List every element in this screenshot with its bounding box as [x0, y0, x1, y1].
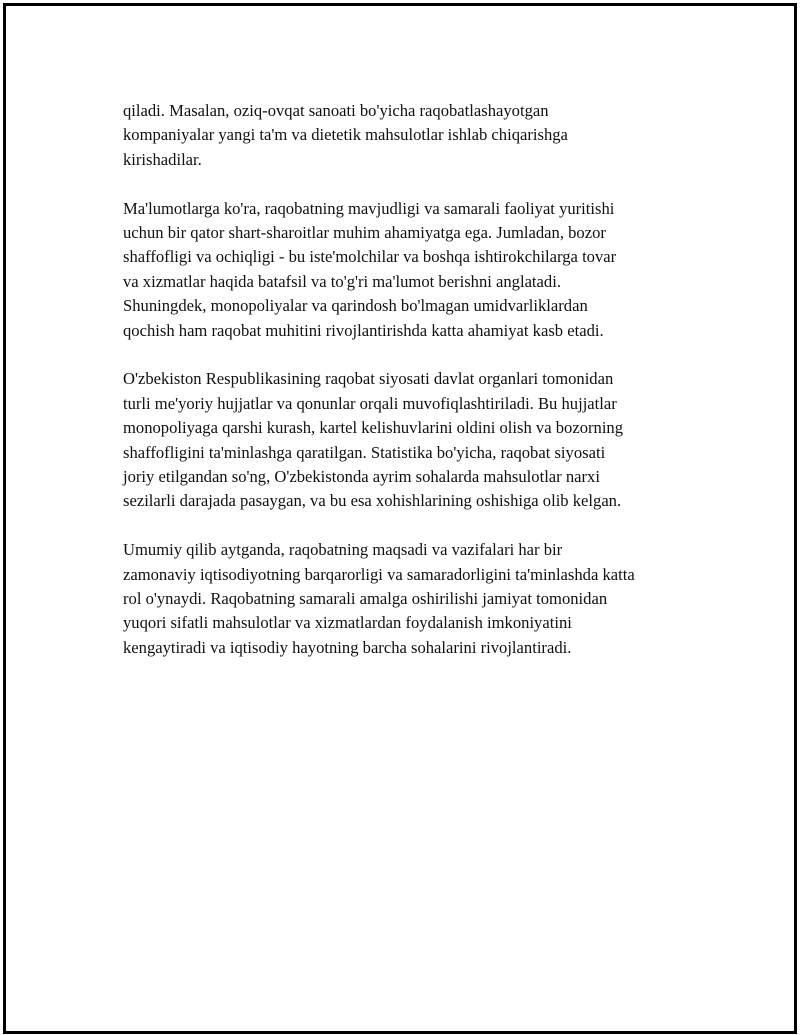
paragraph-2: Ma'lumotlarga ko'ra, raqobatning mavjudligi va samarali faoliyat yuritishi uchun bir qator shart-sharoitlar muhim ahamiyatga ega. Jumladan, bozor shaffofligi va ochiqligi - bu iste'molchilar va boshqa ishtirokchilarga tovar va xizmatlar haqida batafsil va to'g'ri ma'lumot berishni anglatadi. Shuningdek, monopoliyalar va qarindosh bo'lmagan umidvarliklardan qochish ham raqobat muhitini rivojlantirishda katta ahamiyat kasb etadi.: [123, 198, 617, 340]
page-frame: [3, 3, 797, 1034]
paragraph-4: Umumiy qilib aytganda, raqobatning maqsadi va vazifalari har bir zamonaviy iqtisodiyotning barqarorligi va samaradorligini ta'minlashda katta rol o'ynaydi. Raqobatning samarali amalga oshirilishi jamiyat tomonidan yuqori sifatli mahsulotlar va xizmatlardan foydalanish imkoniyatini kengaytiradi va iqtisodiy hayotning barcha sohalarini rivojlantiradi.: [123, 540, 635, 657]
paragraph-3: O'zbekiston Respublikasining raqobat siyosati davlat organlari tomonidan turli me'yoriy hujjatlar va qonunlar orqali muvofiqlashtiriladi. Bu hujjatlar monopoliyaga qarshi kurash, kartel kelishuvlarini oldini olish va bozorning shaffofligini ta'minlashga qaratilgan. Statistika bo'yicha, raqobat siyosati joriy etilgandan so'ng, O'zbekistonda ayrim sohalarda mahsulotlar narxi sezilarli darajada pasaygan, va bu esa xohishlarining oshishiga olib kelgan.: [123, 369, 624, 511]
document-body: [123, 99, 703, 685]
paragraph-1: qiladi. Masalan, oziq-ovqat sanoati bo'yicha raqobatlashayotgan kompaniyalar yangi ta'm va dietetik mahsulotlar ishlab chiqarishga kirishadilar.: [123, 101, 568, 169]
